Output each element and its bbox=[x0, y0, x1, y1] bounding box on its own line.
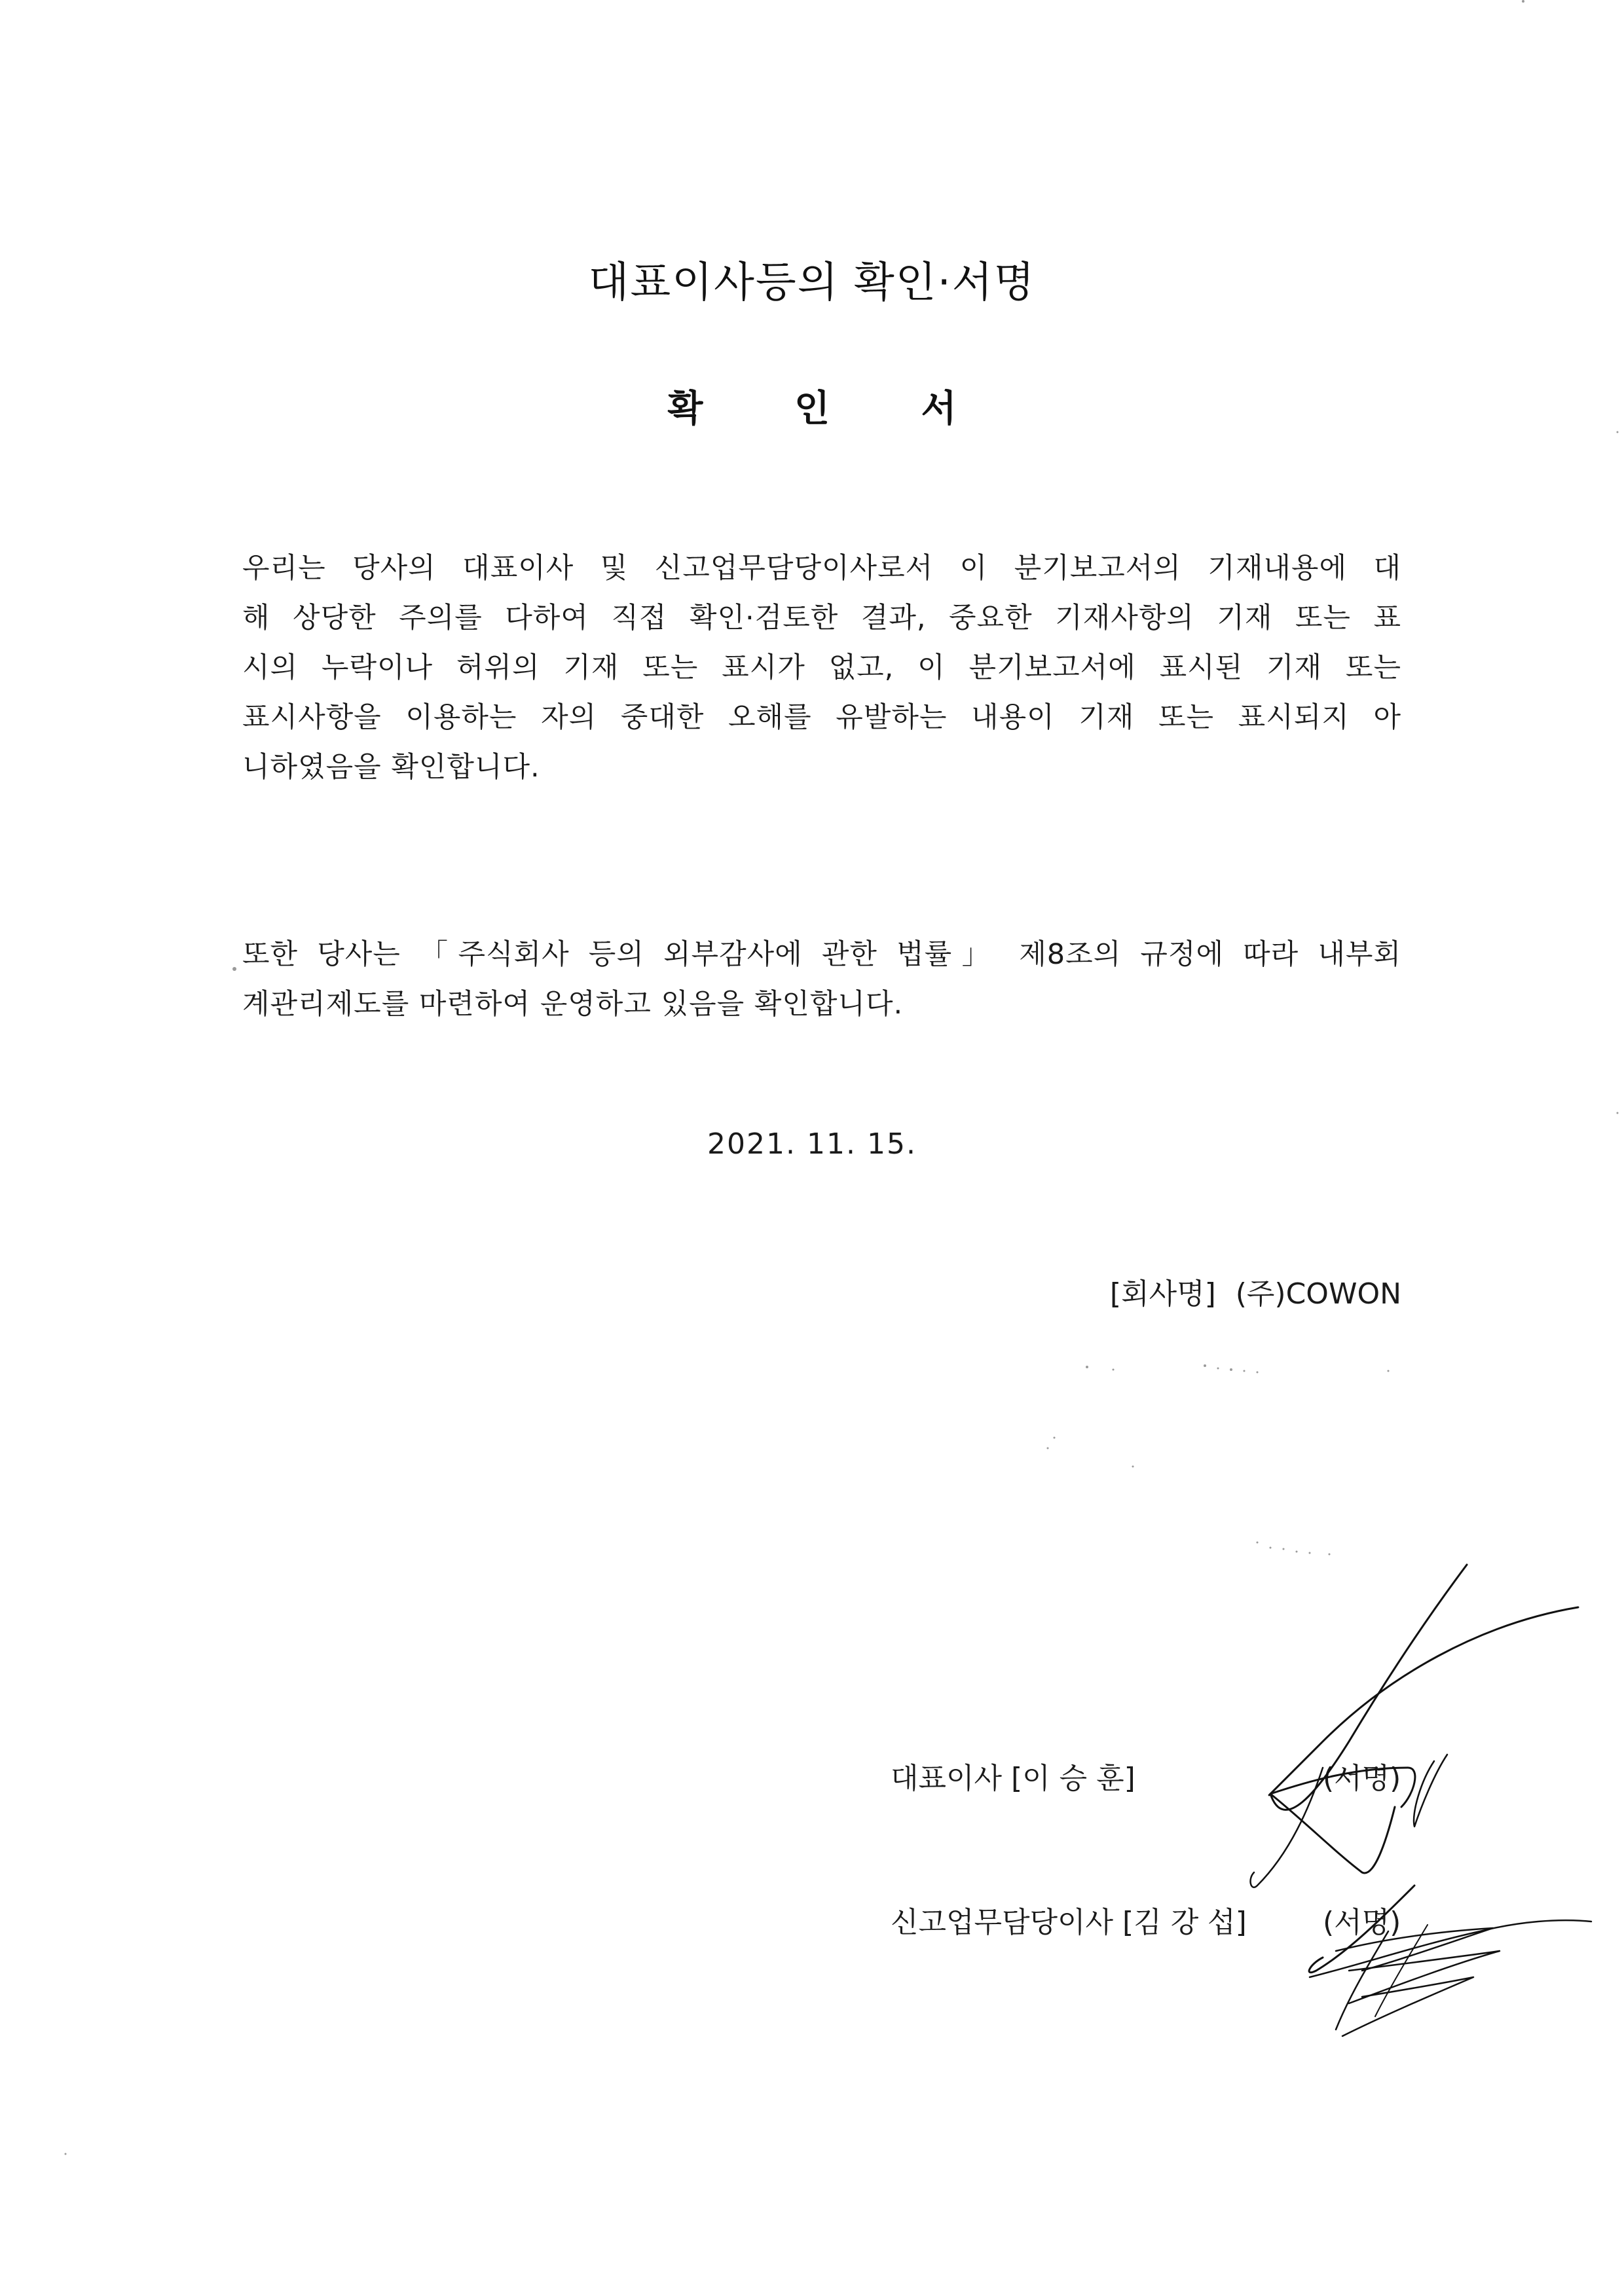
reporting-director-signer-line bbox=[891, 1899, 1401, 1941]
sign-label: (서명) bbox=[1323, 1762, 1401, 1795]
paragraph-line: 해 상당한 주의를 다하여 직접 확인·검토한 결과, 중요한 기재사항의 기재 또는 표 bbox=[242, 602, 1401, 634]
signer-title: 대표이사 bbox=[891, 1762, 1003, 1795]
sign-label: (서명) bbox=[1323, 1906, 1401, 1939]
paragraph-line: 또한 당사는 「주식회사 등의 외부감사에 관한 법률」 제8조의 규정에 따라 내부회 bbox=[242, 938, 1401, 971]
ceo-signature-stroke bbox=[1269, 1607, 1578, 1795]
signer-name: [이 승 훈] bbox=[1011, 1762, 1135, 1795]
internal-control-paragraph bbox=[242, 930, 1401, 1029]
paragraph-line: 계관리제도를 마련하여 운영하고 있음을 확인합니다. bbox=[242, 988, 904, 1021]
document-date: 2021. 11. 15. bbox=[707, 1127, 917, 1161]
director-signature-stroke bbox=[1349, 1951, 1500, 2003]
document-heading: 대표이사등의 확인·서명 bbox=[588, 259, 1036, 307]
ceo-signature-stroke bbox=[1270, 1794, 1395, 1873]
director-signature-stroke bbox=[1336, 1931, 1388, 2030]
document-subheading: 확 인 서 bbox=[667, 388, 996, 430]
ceo-signer-line bbox=[891, 1755, 1401, 1796]
ceo-signature-stroke bbox=[1414, 1755, 1447, 1827]
paragraph-line: 표시사항을 이용하는 자의 중대한 오해를 유발하는 내용이 기재 또는 표시되지 아 bbox=[242, 701, 1401, 734]
company-label: [회사명] bbox=[1109, 1277, 1216, 1311]
company-name: (주)COWON bbox=[1235, 1277, 1401, 1311]
ceo-signature-stroke bbox=[1251, 1768, 1323, 1887]
company-line bbox=[1099, 1270, 1401, 1312]
director-signature-stroke bbox=[1342, 1977, 1473, 2036]
paragraph-line: 니하였음을 확인합니다. bbox=[242, 751, 540, 784]
signer-name: [김 강 섭] bbox=[1122, 1906, 1247, 1939]
signer-title: 신고업무담당이사 bbox=[891, 1906, 1114, 1939]
paragraph-line: 우리는 당사의 대표이사 및 신고업무담당이사로서 이 분기보고서의 기재내용에 대 bbox=[242, 552, 1401, 585]
confirmation-paragraph bbox=[242, 543, 1401, 792]
paragraph-line: 시의 누락이나 허위의 기재 또는 표시가 없고, 이 분기보고서에 표시된 기재 또는 bbox=[242, 651, 1401, 684]
